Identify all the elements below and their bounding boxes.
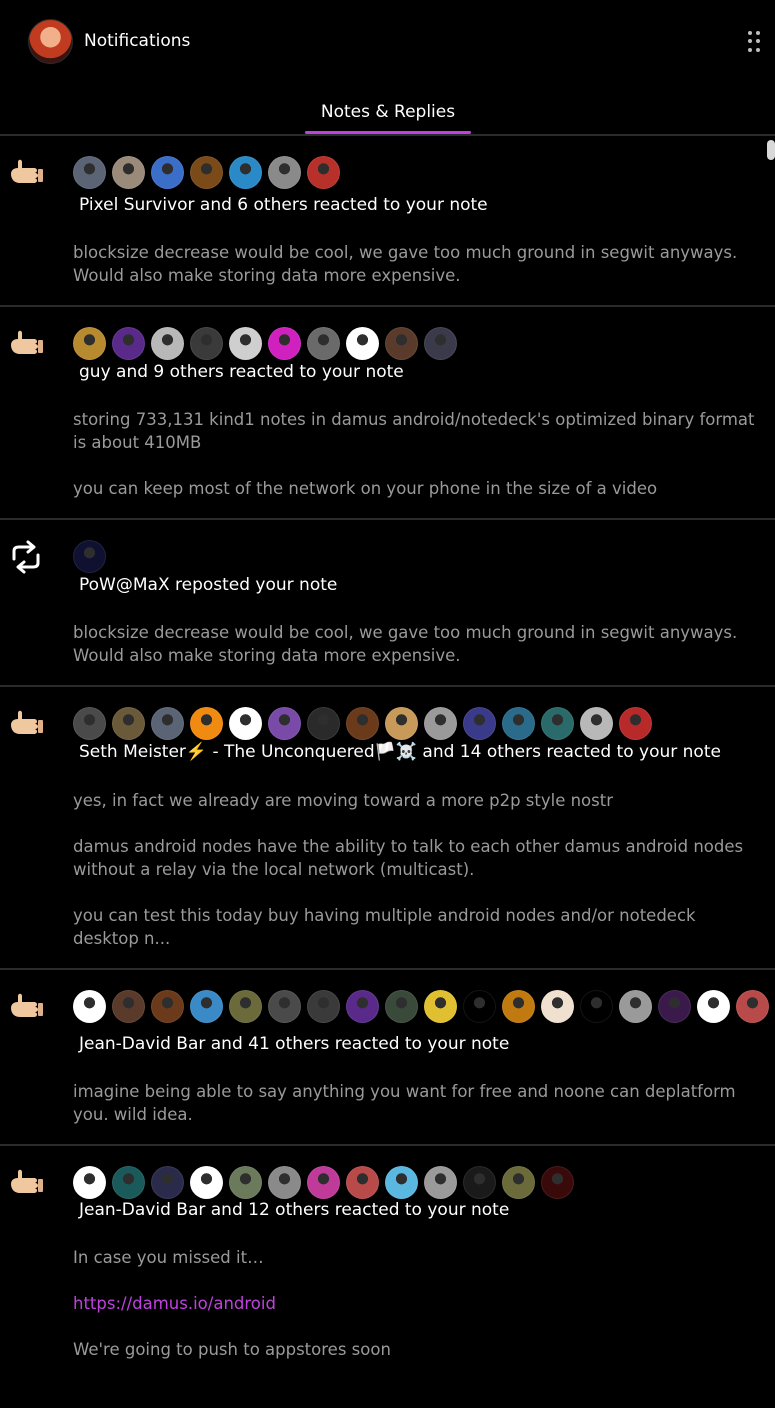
reactor-avatar[interactable]: [73, 156, 106, 189]
reactor-avatar[interactable]: [229, 327, 262, 360]
profile-avatar[interactable]: [28, 19, 73, 64]
reactor-avatar[interactable]: [307, 156, 340, 189]
note-paragraph: In case you missed it…: [73, 1248, 264, 1267]
reactor-avatar[interactable]: [112, 990, 145, 1023]
reactor-avatar[interactable]: [268, 327, 301, 360]
reactor-avatar[interactable]: [424, 1166, 457, 1199]
reaction-hand-icon: [8, 327, 44, 361]
reactor-avatar[interactable]: [736, 990, 769, 1023]
reactor-avatar[interactable]: [346, 707, 379, 740]
reactor-avatar[interactable]: [424, 990, 457, 1023]
reactor-avatar[interactable]: [73, 327, 106, 360]
reaction-hand-icon: [8, 156, 44, 190]
reactor-avatars: [73, 156, 346, 189]
reactor-avatar[interactable]: [385, 707, 418, 740]
reactor-avatar[interactable]: [463, 1166, 496, 1199]
reactor-avatar[interactable]: [307, 327, 340, 360]
reaction-hand-icon: [8, 1166, 44, 1200]
note-paragraph: imagine being able to say anything you want for free and noone can deplatform you. wild idea.: [73, 1082, 736, 1124]
reactor-avatar[interactable]: [268, 990, 301, 1023]
reactor-avatar[interactable]: [73, 707, 106, 740]
reactor-avatar[interactable]: [463, 990, 496, 1023]
reactor-avatar[interactable]: [502, 990, 535, 1023]
note-content[interactable]: [73, 1246, 763, 1361]
notification-summary[interactable]: Seth Meister⚡️ - The Unconquered🏳️☠️ and 14 others reacted to your note: [79, 742, 721, 762]
note-content[interactable]: [73, 789, 763, 950]
reactor-avatar[interactable]: [502, 1166, 535, 1199]
reactor-avatar[interactable]: [268, 156, 301, 189]
reaction-hand-icon: [8, 990, 44, 1024]
reactor-avatar[interactable]: [541, 990, 574, 1023]
notification-item[interactable]: [0, 1146, 775, 1408]
reactor-avatar[interactable]: [541, 707, 574, 740]
reactor-avatar[interactable]: [424, 327, 457, 360]
note-content[interactable]: [73, 1080, 763, 1126]
notification-item[interactable]: [0, 970, 775, 1146]
reposter-avatars: [73, 540, 112, 573]
note-paragraph: storing 733,131 kind1 notes in damus android/notedeck's optimized binary format is about 410MB: [73, 410, 755, 452]
reactor-avatar[interactable]: [619, 707, 652, 740]
reactor-avatar[interactable]: [112, 707, 145, 740]
note-link[interactable]: https://damus.io/android: [73, 1294, 276, 1313]
reactor-avatar[interactable]: [307, 990, 340, 1023]
reactor-avatar[interactable]: [580, 707, 613, 740]
reactor-avatar[interactable]: [190, 327, 223, 360]
note-paragraph: blocksize decrease would be cool, we gave too much ground in segwit anyways. Would also make storing data more expensive.: [73, 623, 738, 665]
reactor-avatar[interactable]: [229, 1166, 262, 1199]
notification-item[interactable]: [0, 136, 775, 307]
reactor-avatar[interactable]: [346, 1166, 379, 1199]
note-content[interactable]: [73, 621, 763, 667]
reactor-avatar[interactable]: [658, 990, 691, 1023]
reactor-avatars: [73, 327, 463, 360]
reactor-avatar[interactable]: [268, 1166, 301, 1199]
reactor-avatar[interactable]: [112, 156, 145, 189]
reaction-hand-icon: [8, 707, 44, 741]
note-paragraph: damus android nodes have the ability to talk to each other damus android nodes without a relay via the local network (multicast).: [73, 837, 744, 879]
reactor-avatar[interactable]: [697, 990, 730, 1023]
tab-notes-and-replies[interactable]: [305, 102, 471, 134]
tab-label: Notes & Replies: [320, 102, 456, 122]
reactor-avatar[interactable]: [151, 707, 184, 740]
notification-summary[interactable]: Pixel Survivor and 6 others reacted to your note: [79, 195, 488, 215]
notification-summary[interactable]: Jean-David Bar and 12 others reacted to your note: [79, 1200, 510, 1220]
notification-item[interactable]: [0, 687, 775, 970]
reactor-avatar[interactable]: [307, 707, 340, 740]
reactor-avatar[interactable]: [619, 990, 652, 1023]
reactor-avatar[interactable]: [229, 990, 262, 1023]
note-paragraph: yes, in fact we already are moving toward a more p2p style nostr: [73, 791, 613, 810]
notification-summary[interactable]: PoW@MaX reposted your note: [79, 575, 338, 595]
reactor-avatar[interactable]: [229, 156, 262, 189]
reactor-avatar[interactable]: [190, 707, 223, 740]
reactor-avatar[interactable]: [73, 990, 106, 1023]
note-link: [73, 1292, 763, 1315]
reactor-avatar[interactable]: [541, 1166, 574, 1199]
note-paragraph: blocksize decrease would be cool, we gave too much ground in segwit anyways. Would also make storing data more expensive.: [73, 243, 738, 285]
notification-summary[interactable]: guy and 9 others reacted to your note: [79, 362, 404, 382]
note-content[interactable]: [73, 241, 763, 287]
reactor-avatar[interactable]: [190, 156, 223, 189]
reactor-avatar[interactable]: [424, 707, 457, 740]
notification-summary[interactable]: Jean-David Bar and 41 others reacted to your note: [79, 1034, 510, 1054]
reactor-avatar[interactable]: [151, 156, 184, 189]
notification-item[interactable]: [0, 307, 775, 520]
reactor-avatars: [73, 707, 658, 740]
reactor-avatar[interactable]: [346, 990, 379, 1023]
reactor-avatar[interactable]: [112, 327, 145, 360]
reactor-avatar[interactable]: [385, 1166, 418, 1199]
note-content[interactable]: [73, 408, 763, 500]
reactor-avatar[interactable]: [151, 327, 184, 360]
reactor-avatar[interactable]: [73, 540, 106, 573]
note-paragraph: you can keep most of the network on your phone in the size of a video: [73, 479, 658, 498]
reactor-avatar[interactable]: [268, 707, 301, 740]
reactor-avatar[interactable]: [112, 1166, 145, 1199]
reactor-avatars: [73, 1166, 580, 1199]
note-paragraph: We're going to push to appstores soon: [73, 1340, 391, 1359]
reactor-avatar[interactable]: [346, 327, 379, 360]
reactor-avatar[interactable]: [385, 327, 418, 360]
reactor-avatar[interactable]: [502, 707, 535, 740]
top-bar: [0, 0, 775, 84]
reactor-avatar[interactable]: [385, 990, 418, 1023]
reactor-avatar[interactable]: [151, 990, 184, 1023]
more-options-icon[interactable]: [748, 31, 762, 53]
page-title: Notifications: [84, 31, 191, 51]
reactor-avatar[interactable]: [463, 707, 496, 740]
reactor-avatar[interactable]: [190, 1166, 223, 1199]
reactor-avatar[interactable]: [580, 990, 613, 1023]
reactor-avatar[interactable]: [151, 1166, 184, 1199]
reactor-avatars: [73, 990, 775, 1023]
reactor-avatar[interactable]: [73, 1166, 106, 1199]
reactor-avatar[interactable]: [307, 1166, 340, 1199]
note-paragraph: you can test this today buy having multiple android nodes and/or notedeck desktop n...: [73, 906, 696, 948]
notification-item[interactable]: [0, 520, 775, 687]
repost-icon: [8, 540, 44, 574]
reactor-avatar[interactable]: [229, 707, 262, 740]
reactor-avatar[interactable]: [190, 990, 223, 1023]
